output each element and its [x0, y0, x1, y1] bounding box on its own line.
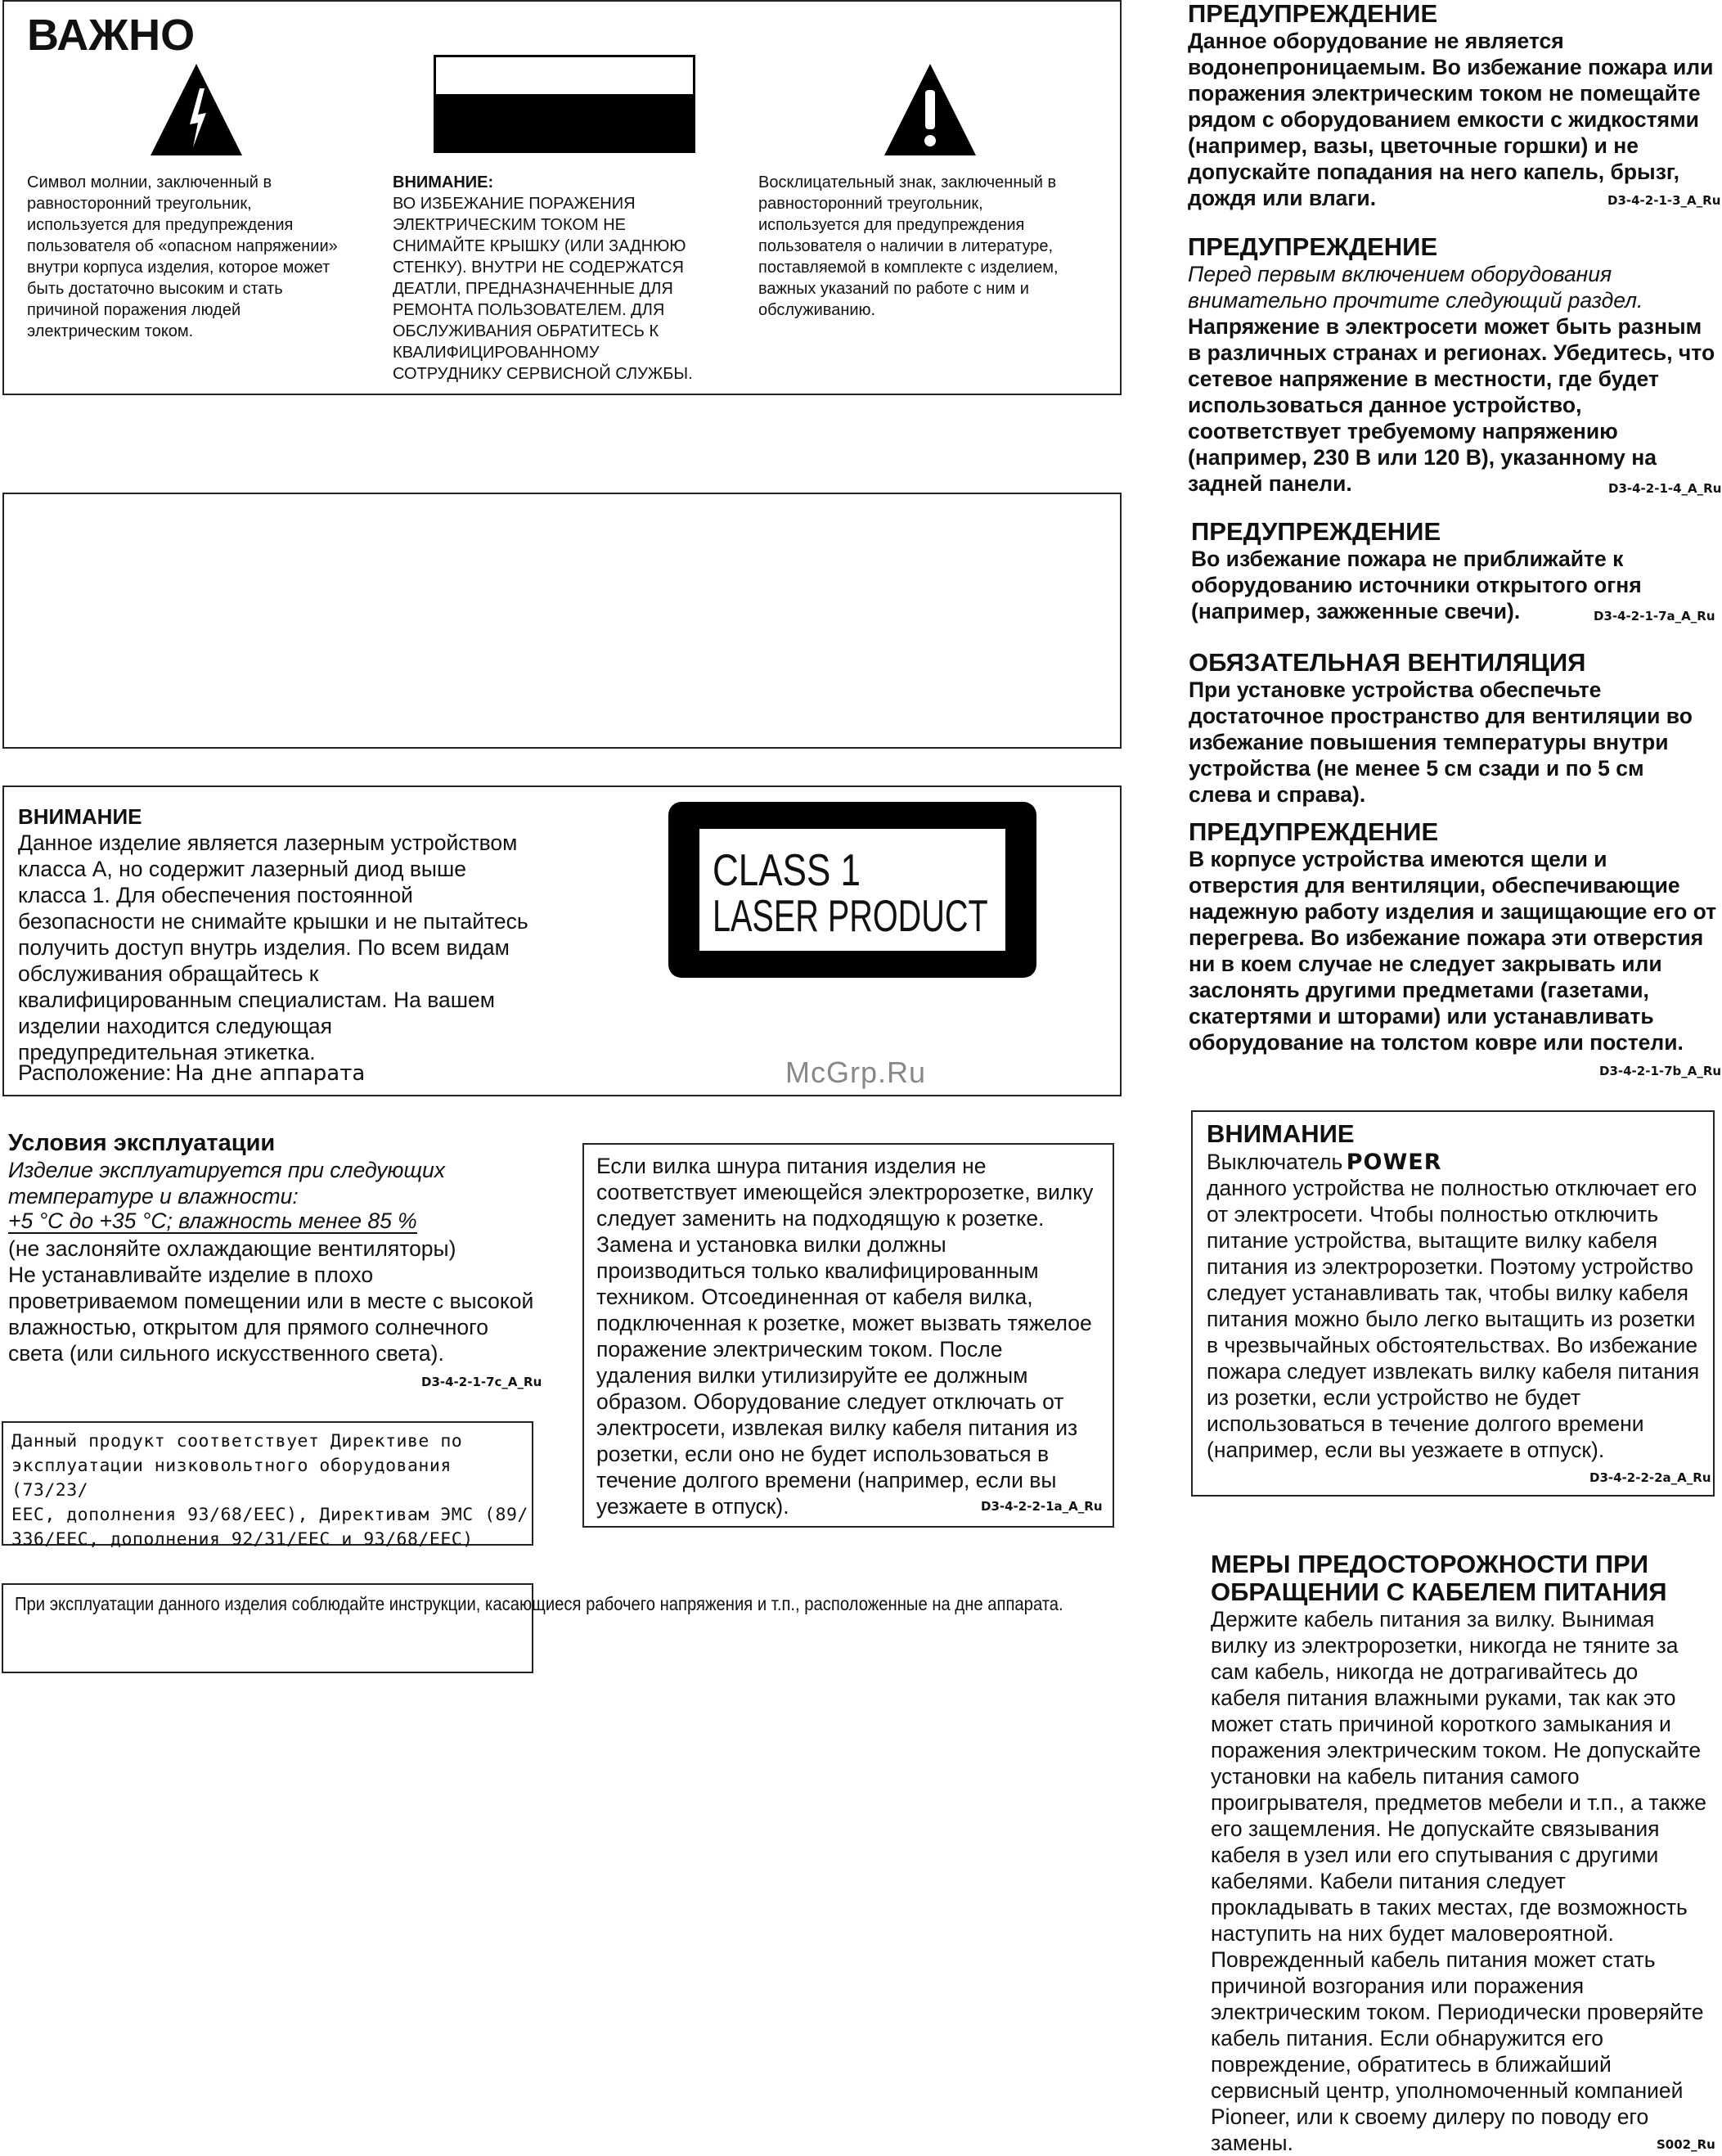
center-caution-text: ВО ИЗБЕЖАНИЕ ПОРАЖЕНИЯ ЭЛЕКТРИЧЕСКИМ ТОКОМ НЕ СНИМАЙТЕ КРЫШКУ (ИЛИ ЗАДНЮЮ СТЕНКУ). ВНУТРИ НЕ СОДЕРЖАТСЯ ДЕАТЛИ, ПРЕДНАЗНАЧЕННЫЕ ДЛЯ РЕМОНТА ПОЛЬЗОВАТЕЛЕМ. ДЛЯ ОБСЛУЖИВАНИЯ ОБРАТИТЕСЬ К КВАЛИФИЦИРОВАННОМУ СОТРУДНИКУ СЕРВИСНОЙ СЛУЖБЫ. — [393, 195, 693, 383]
laser-caution-box — [2, 785, 1122, 1096]
cable-heading: МЕРЫ ПРЕДОСТОРОЖНОСТИ ПРИ ОБРАЩЕНИИ С КАБЕЛЕМ ПИТАНИЯ — [1211, 1550, 1667, 1606]
power-caution-text: данного устройства не полностью отключает его от электросети. Чтобы полностью отключить питание устройства, вытащите вилку кабеля питания из электророзетки. Поэтому устройство следует устанавливать так, чтобы вилку кабеля питания можно было легко вытащить из розетки в чрезвычайных обстоятельствах. Во избежание пожара следует извлекать вилку кабеля питания из розетки, если устройство не будет использоваться в течение долгого времени (например, если вы уезжаете в отпуск). — [1207, 1176, 1700, 1462]
center-caution — [393, 172, 736, 385]
warning-water — [1188, 0, 1720, 211]
empty-frame — [2, 493, 1122, 749]
conditions-heading: Условия эксплуатации — [8, 1130, 276, 1156]
warning-voltage-heading: ПРЕДУПРЕЖДЕНИЕ — [1188, 232, 1438, 261]
plug-code: D3-4-2-2-1a_A_Ru — [981, 1499, 1103, 1514]
ventilation-heading: ОБЯЗАТЕЛЬНАЯ ВЕНТИЛЯЦИЯ — [1189, 648, 1586, 677]
warning-vents — [1189, 818, 1720, 1055]
operating-conditions — [8, 1129, 540, 1366]
power-caution-heading: ВНИМАНИЕ — [1207, 1119, 1355, 1148]
power-caution-code: D3-4-2-2-2a_A_Ru — [1589, 1470, 1711, 1485]
laser-location — [18, 1060, 365, 1087]
power-caution-line1 — [1207, 1149, 1442, 1175]
exclamation-description: Восклицательный знак, заключенный в равносторонний треугольник, используется для предупреждения пользователя о наличии в литературе, поставляемой в комплекте с изделием, важных указаний по работе с ним и обслуживанию. — [758, 173, 1059, 319]
warning-water-heading: ПРЕДУПРЕЖДЕНИЕ — [1188, 0, 1438, 28]
warning-voltage — [1188, 233, 1720, 497]
important-box — [2, 0, 1122, 395]
warning-fire-heading: ПРЕДУПРЕЖДЕНИЕ — [1191, 517, 1441, 546]
warning-water-text: Данное оборудование не является водонепроницаемым. Во избежание пожара или поражения электрическим током не помещайте рядом с оборудованием емкости с жидкостями (например, вазы, цветочные горшки) и не допускайте попадания на него капель, брызг, дождя или влаги. — [1188, 29, 1714, 210]
laser-location-value: На дне аппарата — [174, 1061, 366, 1086]
important-title: ВАЖНО — [27, 11, 196, 60]
power-caution-box — [1191, 1110, 1715, 1497]
lightning-warning-icon — [147, 61, 245, 159]
laser-location-label: Расположение: — [18, 1060, 172, 1085]
conditions-intro: Изделие эксплуатируется при следующих температуре и влажности: — [8, 1158, 446, 1209]
cable-precautions — [1211, 1551, 1718, 2156]
cable-text: Держите кабель питания за вилку. Вынимая вилку из электророзетки, никогда не тяните за сам кабель, никогда не дотрагивайтесь до кабеля питания влажными руками, так как это может стать причиной короткого замыкания и поражения электрическим током. Не допускайте установки на кабель питания самого проигрывателя, предметов мебели и т.п., а также его защемления. Не допускайте связывания кабеля в узел или его спутывания с другими кабелями. Кабели питания следует прокладывать в таких местах, где возможность наступить на них будет маловероятной. Поврежденный кабель питания может стать причиной возгорания или поражения электрическим током. Периодически проверяйте кабель питания. Если обнаружится его повреждение, обратитесь в ближайший сервисный центр, уполномоченный компанией Pioneer, или к своему дилеру по поводу его замены. — [1211, 1607, 1706, 2155]
warning-voltage-intro: Перед первым включением оборудования внимательно прочтите следующий раздел. — [1188, 262, 1643, 313]
warning-vents-text: В корпусе устройства имеются щели и отверстия для вентиляции, обеспечивающие надежную работу изделия и защищающие его от перегрева. Во избежание пожара эти отверстия ни в коем случае не следует закрывать или заслонять другими предметами (газетами, скатертями и шторами) или устанавливать оборудование на толстом ковре или постели. — [1189, 847, 1717, 1055]
directive-text: Данный продукт соответствует Директиве по эксплуатации низковольтного оборудования (73/23/ EEC, дополнения 93/68/EEC), Директивам ЭМС (89/ 336/EEC, дополнения 92/31/EEC и 93/68/EEC) — [11, 1431, 528, 1550]
warning-voltage-text: Напряжение в электросети может быть разным в различных странах и регионах. Убедитесь, что сетевое напряжение в местности, где будет использоваться данное устройство, соответствует требуемому напряжению (например, 230 В или 120 В), указанному на задней панели. — [1188, 314, 1715, 496]
laser-caution-text: Данное изделие является лазерным устройством класса A, но содержит лазерный диод выше класса 1. Для обеспечения постоянной безопасности не снимайте крышки и не пытайтесь получить доступ внутрь изделия. По всем видам обслуживания обращайтесь к квалифицированным специалистам. На вашем изделии находится следующая предупредительная этикетка. — [18, 830, 528, 1064]
plug-box — [582, 1143, 1114, 1528]
laser-caution-heading: ВНИМАНИЕ — [18, 804, 142, 829]
laser-label-line2: LASER PRODUCT — [713, 890, 988, 941]
warning-water-code: D3-4-2-1-3_A_Ru — [1607, 193, 1721, 208]
plug-text: Если вилка шнура питания изделия не соответствует имеющейся электророзетке, вилку следует заменить на подходящую к розетке. Замена и установка вилки должны производиться только квалифицированным техником. Отсоединенная от кабеля вилка, подключенная к розетке, может вызвать тяжелое поражение электрическим током. После удаления вилки утилизируйте ее должным образом. Оборудование следует отключать от электросети, извлекая вилку кабеля питания из розетки, если оно не будет использоваться в течение долгого времени (например, если вы уезжаете в отпуск). — [596, 1154, 1094, 1519]
cable-code: S002_Ru — [1657, 2137, 1715, 2152]
lightning-description: Символ молнии, заключенный в равносторонний треугольник, используется для предупреждения пользователя об «опасном напряжении» внутри корпуса изделия, которое может быть достаточно высоким и стать причиной поражения людей электрическим током. — [27, 173, 338, 340]
laser-label-line1: CLASS 1 — [713, 844, 861, 895]
voltage-note-text: При эксплуатации данного изделия соблюдайте инструкции, касающиеся рабочего напряжения и т.п., расположенные на дне аппарата. — [15, 1593, 1063, 1614]
class1-laser-label — [668, 802, 1036, 978]
center-caution-heading: ВНИМАНИЕ: — [393, 173, 494, 191]
exclamation-warning-icon — [881, 61, 979, 159]
directive-box — [2, 1421, 533, 1550]
power-caution-prefix: Выключатель — [1207, 1150, 1343, 1174]
warning-fire-text: Во избежание пожара не приближайте к оборудованию источники открытого огня (например, зажженные свечи). — [1191, 547, 1642, 623]
conditions-code: D3-4-2-1-7c_A_Ru — [421, 1375, 542, 1389]
warning-fire-code: D3-4-2-1-7a_A_Ru — [1594, 609, 1715, 623]
warning-vents-heading: ПРЕДУПРЕЖДЕНИЕ — [1189, 817, 1439, 846]
voltage-note-box — [2, 1583, 1063, 1673]
watermark: McGrp.Ru — [785, 1055, 927, 1089]
conditions-range: +5 °C до +35 °C; влажность менее 85 % — [8, 1209, 417, 1233]
high-voltage-label-icon — [434, 55, 695, 153]
ventilation — [1189, 649, 1720, 808]
conditions-text: (не заслоняйте охлаждающие вентиляторы) Не устанавливайте изделие в плохо проветриваемом помещении или в месте с высокой влажностью, открытом для прямого солнечного света (или сильного искусственного света). — [8, 1236, 534, 1366]
ventilation-text: При установке устройства обеспечьте достаточное пространство для вентиляции во избежание повышения температуры внутри устройства (не менее 5 см сзади и по 5 см слева и справа). — [1189, 677, 1693, 807]
warning-voltage-code: D3-4-2-1-4_A_Ru — [1608, 481, 1722, 496]
power-label: POWER — [1346, 1150, 1442, 1175]
warning-vents-code: D3-4-2-1-7b_A_Ru — [1599, 1064, 1722, 1078]
